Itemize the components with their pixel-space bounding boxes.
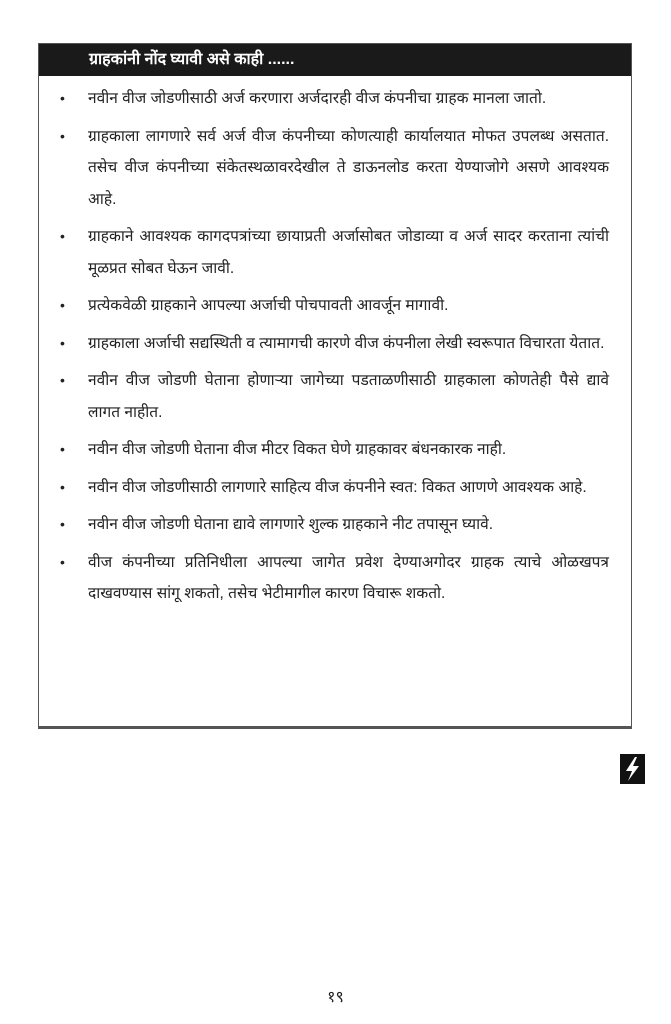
- list-item: • ग्राहकाला लागणारे सर्व अर्ज वीज कंपनीच्या कोणत्याही कार्यालयात मोफत उपलब्ध असतात. तसेच वीज कंपनीच्या संकेतस्थळावरदेखील ते डाऊनलोड करता येण्याजोगे असणे आवश्यक आहे.: [39, 121, 609, 216]
- list-item: • नवीन वीज जोडणी घेताना द्यावे लागणारे शुल्क ग्राहकाने नीट तपासून घ्यावे.: [39, 509, 609, 541]
- list-item: • वीज कंपनीच्या प्रतिनिधीला आपल्या जागेत प्रवेश देण्याअगोदर ग्राहक त्याचे ओळखपत्र दाखवण्यास सांगू शकतो, तसेच भेटीमागील कारण विचारू शकतो.: [39, 547, 609, 610]
- bullet: •: [60, 441, 65, 457]
- bullet: •: [60, 553, 65, 570]
- bullet: •: [60, 228, 65, 244]
- notice-box: [38, 43, 632, 729]
- bullet: •: [60, 516, 65, 532]
- list-item: • नवीन वीज जोडणी घेताना वीज मीटर विकत घेणे ग्राहकावर बंधनकारक नाही.: [39, 434, 609, 466]
- bullet: •: [60, 372, 65, 388]
- list-item: • प्रत्येकवेळी ग्राहकाने आपल्या अर्जाची पोचपावती आवर्जून मागावी.: [39, 290, 609, 322]
- list-item: • ग्राहकाला अर्जाची सद्यस्थिती व त्यामागची कारणे वीज कंपनीला लेखी स्वरूपात विचारता येतात.: [39, 328, 609, 360]
- bullet: •: [60, 478, 65, 495]
- list-item: • नवीन वीज जोडणी घेताना होणाऱ्या जागेच्या पडताळणीसाठी ग्राहकाला कोणतेही पैसे द्यावे लागत नाहीत.: [39, 365, 609, 428]
- page-number: १९: [327, 989, 344, 1006]
- bullet: •: [60, 127, 65, 144]
- list-item: • ग्राहकाने आवश्यक कागदपत्रांच्या छायाप्रती अर्जासोबत जोडाव्या व अर्ज सादर करताना त्यांची मूळप्रत सोबत घेऊन जावी.: [39, 221, 609, 284]
- list-item: • नवीन वीज जोडणीसाठी अर्ज करणारा अर्जदारही वीज कंपनीचा ग्राहक मानला जातो.: [39, 83, 609, 115]
- bullet: •: [60, 297, 65, 313]
- notice-list: [39, 76, 631, 610]
- bullet: •: [60, 334, 65, 351]
- lightning-bolt-icon: [620, 754, 645, 784]
- box-title: ग्राहकांनी नोंद घ्यावी असे काही ......: [39, 44, 631, 76]
- list-item: • नवीन वीज जोडणीसाठी लागणारे साहित्य वीज कंपनीने स्वत: विकत आणणे आवश्यक आहे.: [39, 472, 609, 504]
- bullet: •: [60, 90, 65, 106]
